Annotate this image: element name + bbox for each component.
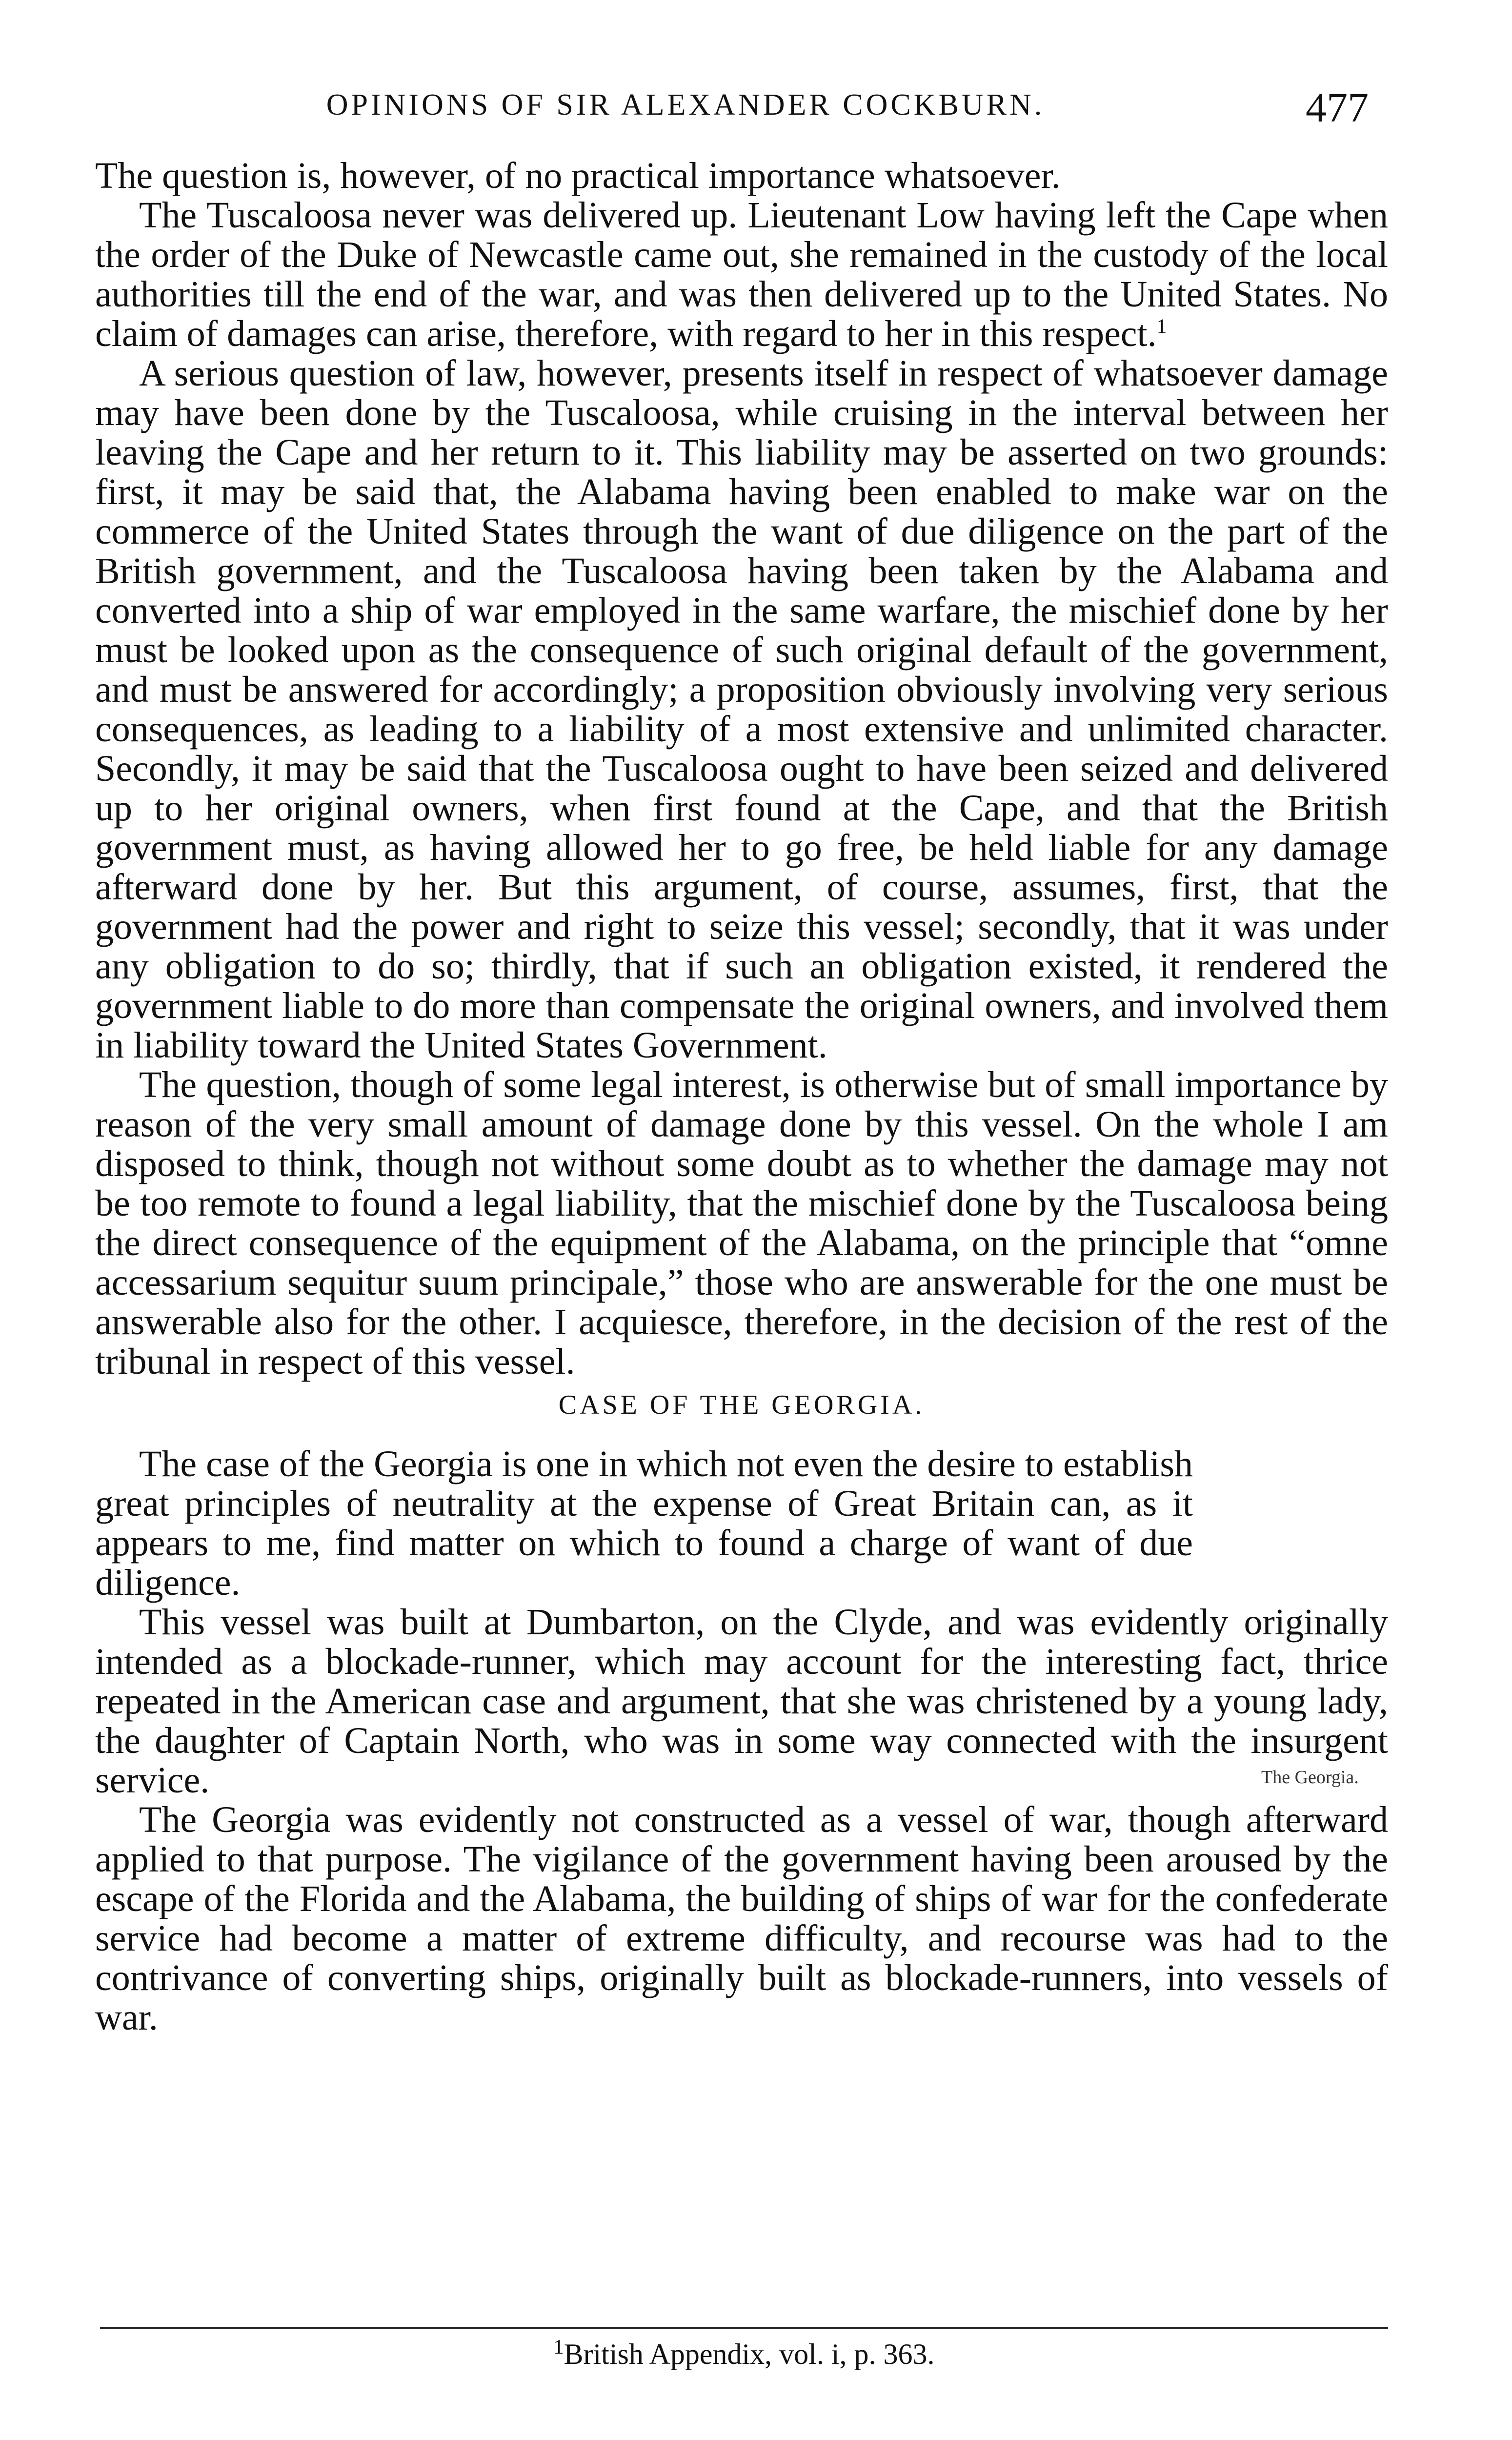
paragraph: The Georgia was evidently not constructed as a vessel of war, though afterward applied to that purpose. The vigilance of the government having been aroused by the escape of the Florida and the Alabama, the building of ships of war for the confederate service had become a matter of extreme difficulty, and recourse was had to the contrivance of converting ships, originally built as blockade-runners, into vessels of war. (95, 1799, 1388, 2038)
paragraph: A serious question of law, however, presents itself in respect of whatsoever damage may have been done by the Tuscaloosa, while cruising in the interval between her leaving the Cape and her return to it. This liability may be asserted on two grounds: first, it may be said that, the Alabama having been enabled to make war on the commerce of the United States through the want of due diligence on the part of the British government, and the Tuscaloosa having been taken by the Alabama and converted into a ship of war employed in the same warfare, the mischief done by her must be looked upon as the consequence of such original default of the government, and must be answered for accordingly; a proposition obviously involving very serious consequences, as leading to a liability of a most extensive and unlimited character. Secondly, it may be said that the Tuscaloosa ought to have been seized and delivered up to her original owners, when first found at the Cape, and that the British government must, as having allowed her to go free, be held liable for any damage afterward done by her. But this argument, of course, assumes, first, that the government had the power and right to seize this vessel; secondly, that it was under any obligation to do so; thirdly, that if such an obligation existed, it rendered the government liable to do more than compensate the original owners, and involved them in liability toward the United States Government. (95, 353, 1388, 1066)
paragraph: The question, though of some legal interest, is otherwise but of small importance by reason of the very small amount of damage done by this vessel. On the whole I am disposed to think, though not without some doubt as to whether the damage may not be too remote to found a legal liability, that the mischief done by the Tuscaloosa being the direct consequence of the equipment of the Alabama, on the principle that “omne accessarium sequitur suum principale,” those who are answerable for the one must be answerable also for the other. I acquiesce, therefore, in the decision of the rest of the tribunal in respect of this vessel. (95, 1064, 1388, 1382)
footnote-divider (100, 2327, 1388, 2329)
footnote-reference: 1 (1156, 315, 1167, 338)
paragraph: The question is, however, of no practical importance whatsoever. (95, 155, 1061, 196)
paragraph-text: The Tuscaloosa never was delivered up. Lieutenant Low having left the Cape when the order of the Duke of Newcastle came out, she remained in the custody of the local authorities till the end of the war, and was then delivered up to the United States. No claim of damages can arise, therefore, with regard to her in this respect. (95, 195, 1388, 354)
page-header (100, 83, 1388, 142)
section-heading: CASE OF THE GEORGIA. (558, 1390, 925, 1420)
running-title: OPINIONS OF SIR ALEXANDER COCKBURN. (326, 88, 1045, 122)
footnote-marker: 1 (553, 2336, 564, 2359)
footnote-text: British Appendix, vol. i, p. 363. (564, 2338, 935, 2370)
page-number: 477 (1306, 84, 1369, 131)
footnote (100, 2338, 1388, 2371)
marginal-note: The Georgia. (1261, 1767, 1359, 1788)
paragraph-tuscaloosa-delivery (95, 196, 1388, 354)
paragraph: This vessel was built at Dumbarton, on the Clyde, and was evidently originally intended as a blockade-runner, which may account for the interesting fact, thrice repeated in the American case and argument, that she was christened by a young lady, the daughter of Captain North, who was in some way connected with the insurgent service. (95, 1602, 1388, 1801)
paragraph: The case of the Georgia is one in which not even the desire to establish great principles of neutrality at the expense of Great Britain can, as it appears to me, find matter on which to found a charge of want of due diligence. (95, 1444, 1193, 1603)
body-text (95, 156, 1388, 2037)
